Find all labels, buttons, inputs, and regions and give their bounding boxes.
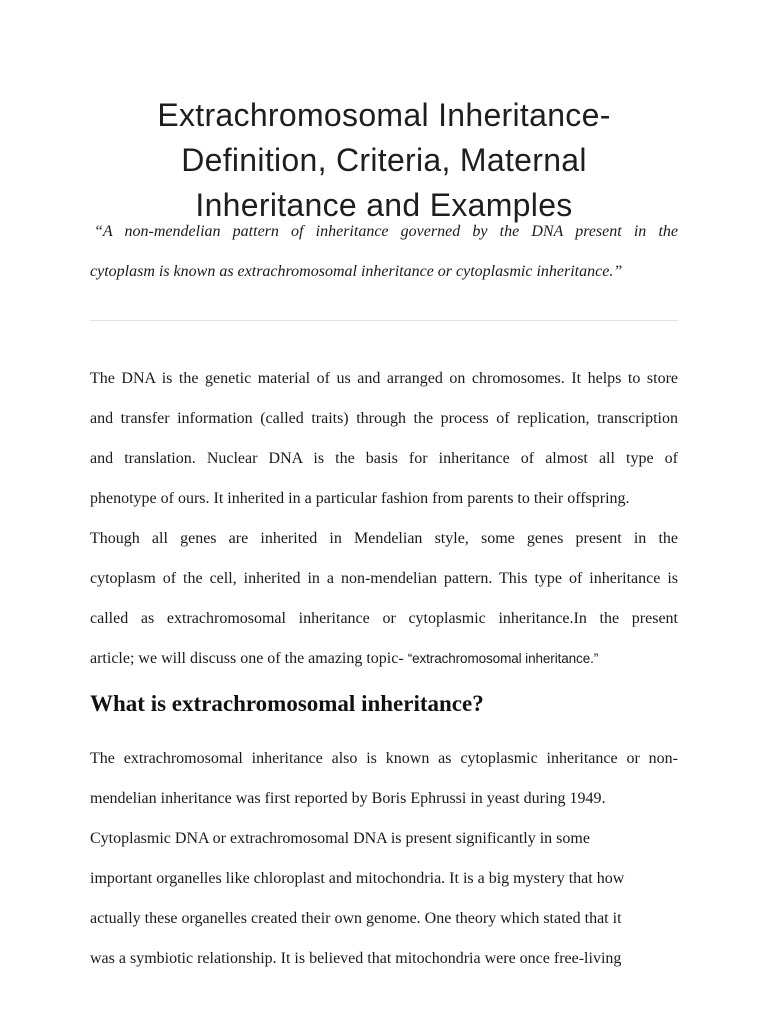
quote-line: cytoplasm is known as extrachromosomal inheritance or cytoplasmic inheritance.” xyxy=(90,263,623,280)
paragraph-line: The extrachromosomal inheritance also is known as cytoplasmic inheritance or non- xyxy=(90,750,678,767)
paragraph-line: mendelian inheritance was first reported by Boris Ephrussi in yeast during 1949. xyxy=(90,790,606,807)
intro-paragraph xyxy=(90,359,678,679)
quote-line: “A non-mendelian pattern of inheritance governed by the DNA present in the xyxy=(94,223,678,240)
title-line: Inheritance and Examples xyxy=(195,187,573,223)
paragraph-line: and transfer information (called traits) through the process of replication, transcription xyxy=(90,410,678,427)
intro-last-prefix: article; we will discuss one of the amazing topic- xyxy=(90,650,408,667)
paragraph-line: actually these organelles created their own genome. One theory which stated that it xyxy=(90,910,622,927)
paragraph-line: important organelles like chloroplast and mitochondria. It is a big mystery that how xyxy=(90,870,625,887)
paragraph-line: The DNA is the genetic material of us and arranged on chromosomes. It helps to store xyxy=(90,370,678,387)
paragraph-line: Though all genes are inherited in Mendelian style, some genes present in the xyxy=(90,530,678,547)
title-line: Extrachromosomal Inheritance- xyxy=(157,97,611,133)
section-heading: What is extrachromosomal inheritance? xyxy=(90,691,484,716)
section-paragraph xyxy=(90,739,678,979)
paragraph-line: cytoplasm of the cell, inherited in a non-mendelian pattern. This type of inheritance is xyxy=(90,570,678,587)
paragraph-line: was a symbiotic relationship. It is believed that mitochondria were once free-living xyxy=(90,950,622,967)
article-title xyxy=(90,93,678,228)
paragraph-line: and translation. Nuclear DNA is the basis for inheritance of almost all type of xyxy=(90,450,678,467)
paragraph-line: called as extrachromosomal inheritance or cytoplasmic inheritance.In the present xyxy=(90,610,678,627)
section-divider xyxy=(90,320,678,321)
paragraph-line: Cytoplasmic DNA or extrachromosomal DNA is present significantly in some xyxy=(90,830,590,847)
definition-quote xyxy=(90,212,678,292)
topic-quote: “extrachromosomal inheritance.” xyxy=(407,651,599,666)
paragraph-line: phenotype of ours. It inherited in a particular fashion from parents to their offspring. xyxy=(90,490,630,507)
paragraph-line xyxy=(90,639,678,679)
title-line: Definition, Criteria, Maternal xyxy=(181,142,587,178)
